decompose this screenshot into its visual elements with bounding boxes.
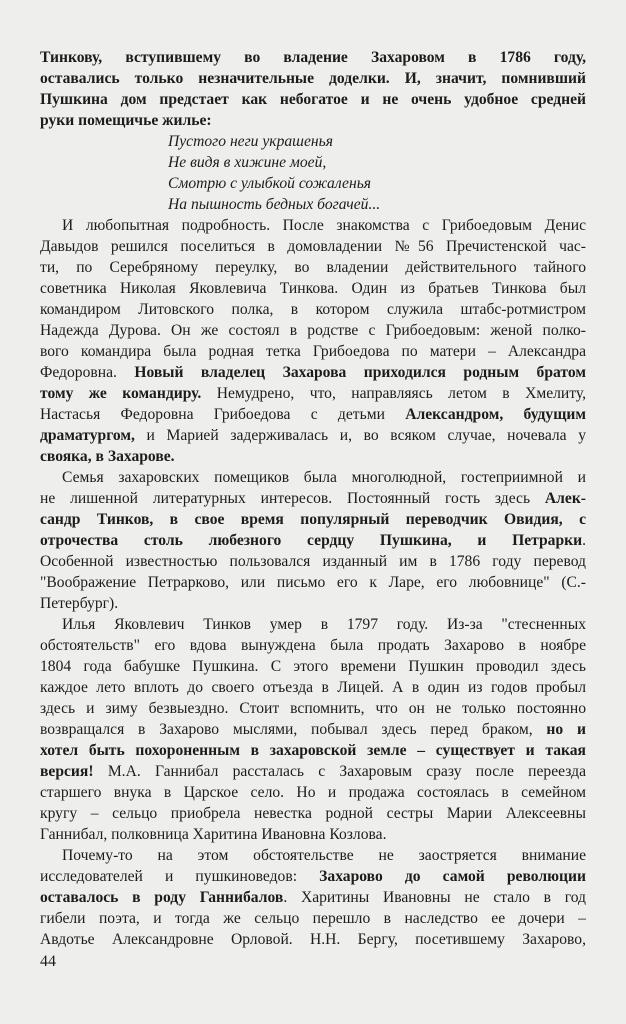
text-line: обстоятельств" его вдова вынуждена была продать Захарово в ноябре <box>40 637 586 654</box>
text-line: Надежда Дурова. Он же состоял в родстве с Грибоедовым: женой полко- <box>40 322 586 339</box>
bold-text: Пушкина дом предстает как небогатое и не очень удобное средней <box>40 91 586 108</box>
text-line: оставалось в роду Ганнибалов. Харитины Ивановны не стало в год <box>40 889 586 906</box>
text-line: версия! М.А. Ганнибал рассталась с Захаровым сразу после переезда <box>40 763 586 780</box>
text-line: исследователей и пушкиноведов: Захарово до самой революции <box>40 868 586 885</box>
text-line: ти, по Серебряному переулку, во владении действительного тайного <box>40 259 586 276</box>
bold-text: свояка, в Захарове. <box>40 448 175 465</box>
poem-line: На пышность бедных богачей... <box>168 196 381 213</box>
text-line: вого командира была родная тетка Грибоедова по матери – Александра <box>40 343 586 360</box>
text-line: Ганнибал, полковница Харитина Ивановна Козлова. <box>40 826 387 843</box>
text-line: Особенной известностью пользовался изданный им в 1786 году перевод <box>40 553 586 570</box>
text-line: Почему-то на этом обстоятельстве не заостряется внимание <box>62 847 586 864</box>
text-line: каждое лето вплоть до своего отъезда в Лицей. А в один из годов пробыл <box>40 679 586 696</box>
text-line: старшего внука в Царское село. Но и продажа состоялась в семейном <box>40 784 586 801</box>
text-line: не лишенной литературных интересов. Постоянный гость здесь Алек- <box>40 490 586 507</box>
text-line <box>40 110 586 131</box>
bold-text: отрочества столь любезного сердцу Пушкина, и Петрарки <box>40 532 583 549</box>
text-line: Давыдов решился поселиться в домовладении №56 Пречистенской час- <box>40 238 586 255</box>
bold-text: оставались только незначительные доделки. И, значит, помнивший <box>40 70 586 87</box>
page-number: 44 <box>40 953 56 970</box>
text-line <box>40 47 586 68</box>
text-line <box>40 68 586 89</box>
text-line: И любопытная подробность. После знакомства с Грибоедовым Денис <box>62 217 586 234</box>
text-line: Федоровна. Новый владелец Захарова приходился родным братом <box>40 364 586 381</box>
poem-line: Не видя в хижине моей, <box>168 154 327 171</box>
text-line <box>40 89 586 110</box>
text-line: Семья захаровских помещиков была многолюдной, гостеприимной и <box>62 469 586 486</box>
text-line: советника Николая Яковлевича Тинкова. Один из братьев Тинкова был <box>40 280 586 297</box>
text-line: 1804 года бабушке Пушкина. С этого времени Пушкин проводил здесь <box>40 658 586 675</box>
bold-text: хотел быть похороненным в захаровской земле – существует и такая <box>40 742 586 759</box>
bold-text: Алек- <box>544 490 586 507</box>
bold-text: но и <box>546 721 586 738</box>
text-line: Илья Яковлевич Тинков умер в 1797 году. Из-за "стесненных <box>62 616 586 633</box>
text-line: тому же командиру. Немудрено, что, направляясь летом в Хмелиту, <box>40 385 586 402</box>
text-line <box>40 740 586 761</box>
poem-quote <box>40 131 586 215</box>
text-line: командиром Литовского полка, в котором служила штабс-ротмистром <box>40 301 586 318</box>
text-line: драматургом, и Марией задерживалась и, во всяком случае, ночевала у <box>40 427 586 444</box>
bold-text: Александром, будущим <box>405 406 586 423</box>
text-line: здесь и зиму безвыездно. Стоит вспомнить, что он не только постоянно <box>40 700 586 717</box>
text-line: Авдотье Александровне Орловой. Н.Н. Бергу, посетившему Захарово, <box>40 931 586 948</box>
text-line: Настасья Федоровна Грибоедова с детьми Александром, будущим <box>40 406 586 423</box>
text-line: кругу – сельцо приобрела невестка родной сестры Марии Алексеевны <box>40 805 586 822</box>
poem-line: Смотрю с улыбкой сожаленья <box>168 175 372 192</box>
bold-text: Новый владелец Захарова приходился родным братом <box>134 364 586 381</box>
text-line: возвращался в Захарово мыслями, побывал здесь перед браком, но и <box>40 721 586 738</box>
page-text <box>40 47 586 950</box>
text-line: отрочества столь любезного сердцу Пушкина, и Петрарки. <box>40 532 586 549</box>
text-line: Петербург). <box>40 595 119 612</box>
text-line: гибели поэта, и тогда же сельцо перешло в наследство ее дочери – <box>40 910 586 927</box>
bold-text: Тинкову, вступившему во владение Захаровом в 1786 году, <box>40 49 586 66</box>
bold-text: Захарово до самой революции <box>319 868 586 885</box>
text-line <box>40 446 586 467</box>
bold-text: сандр Тинков, в свое время популярный переводчик Овидия, с <box>40 511 586 528</box>
text-line: "Воображение Петрарково, или письмо его к Ларе, его любовнице" (С.- <box>40 574 586 591</box>
bold-text: драматургом, <box>40 427 135 444</box>
bold-text: версия! <box>40 763 94 780</box>
bold-text: руки помещичье жилье: <box>40 112 212 129</box>
text-line <box>40 509 586 530</box>
poem-line: Пустого неги украшенья <box>168 133 333 150</box>
bold-text: оставалось в роду Ганнибалов <box>40 889 284 906</box>
bold-text: тому же командиру. <box>40 385 202 402</box>
